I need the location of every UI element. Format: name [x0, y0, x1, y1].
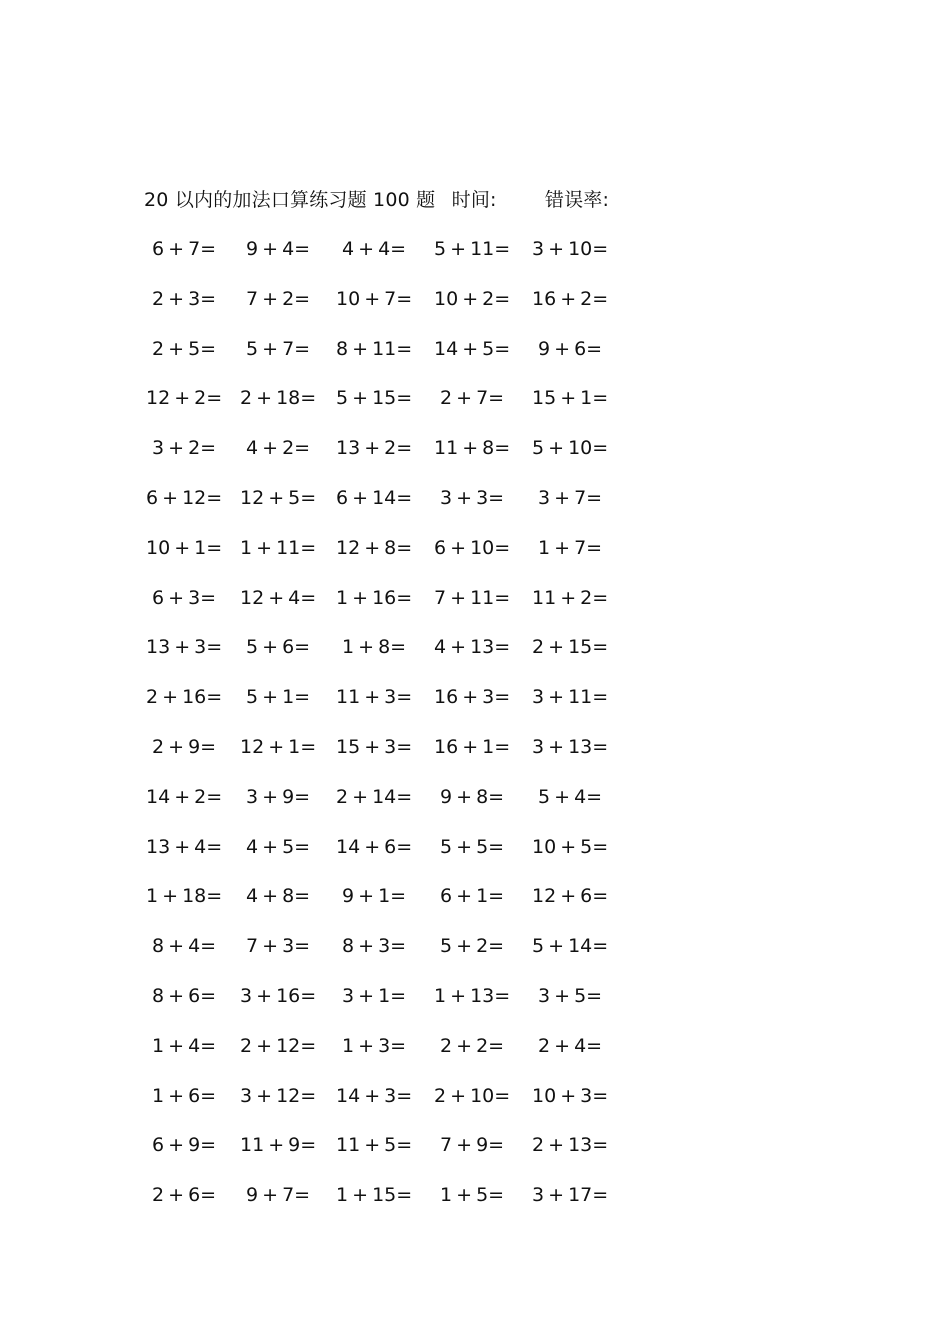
- problem-r19-c3: 11 + 5=: [336, 1134, 413, 1156]
- problem-r8-c5: 11 + 2=: [532, 587, 609, 609]
- problem-r16-c4: 1 + 13=: [434, 985, 511, 1007]
- problem-r5-c3: 13 + 2=: [336, 437, 413, 459]
- problem-r18-c4: 2 + 10=: [434, 1085, 511, 1107]
- problem-r5-c4: 11 + 8=: [434, 437, 511, 459]
- problem-r10-c4: 16 + 3=: [434, 686, 511, 708]
- problem-r15-c3: 8 + 3=: [342, 935, 407, 957]
- problem-r14-c4: 6 + 1=: [440, 885, 505, 907]
- problem-r7-c3: 12 + 8=: [336, 537, 413, 559]
- problem-r20-c5: 3 + 17=: [532, 1184, 609, 1206]
- problem-r20-c1: 2 + 6=: [152, 1184, 217, 1206]
- problem-r1-c1: 6 + 7=: [152, 238, 217, 260]
- problem-r13-c5: 10 + 5=: [532, 836, 609, 858]
- problem-r1-c2: 9 + 4=: [246, 238, 311, 260]
- problem-r12-c4: 9 + 8=: [440, 786, 505, 808]
- problem-r3-c4: 14 + 5=: [434, 338, 511, 360]
- problem-r2-c2: 7 + 2=: [246, 288, 311, 310]
- problem-r9-c3: 1 + 8=: [342, 636, 407, 658]
- problem-r11-c1: 2 + 9=: [152, 736, 217, 758]
- problem-r15-c4: 5 + 2=: [440, 935, 505, 957]
- problem-r2-c5: 16 + 2=: [532, 288, 609, 310]
- problem-r2-c3: 10 + 7=: [336, 288, 413, 310]
- time-label: 时间:: [451, 189, 497, 211]
- problem-r1-c4: 5 + 11=: [434, 238, 511, 260]
- problem-r15-c1: 8 + 4=: [152, 935, 217, 957]
- problem-r6-c2: 12 + 5=: [240, 487, 317, 509]
- problem-r13-c1: 13 + 4=: [146, 836, 223, 858]
- problem-r12-c1: 14 + 2=: [146, 786, 223, 808]
- problem-r9-c4: 4 + 13=: [434, 636, 511, 658]
- problem-r19-c5: 2 + 13=: [532, 1134, 609, 1156]
- problem-r17-c5: 2 + 4=: [538, 1035, 603, 1057]
- problem-r19-c2: 11 + 9=: [240, 1134, 317, 1156]
- problem-r13-c2: 4 + 5=: [246, 836, 311, 858]
- problem-r7-c5: 1 + 7=: [538, 537, 603, 559]
- problem-r17-c2: 2 + 12=: [240, 1035, 317, 1057]
- problem-r14-c5: 12 + 6=: [532, 885, 609, 907]
- problem-r2-c1: 2 + 3=: [152, 288, 217, 310]
- problem-r11-c2: 12 + 1=: [240, 736, 317, 758]
- problem-r17-c4: 2 + 2=: [440, 1035, 505, 1057]
- problem-r3-c2: 5 + 7=: [246, 338, 311, 360]
- problem-r4-c3: 5 + 15=: [336, 387, 413, 409]
- problem-r13-c4: 5 + 5=: [440, 836, 505, 858]
- problem-r16-c1: 8 + 6=: [152, 985, 217, 1007]
- error-rate-label: 错误率:: [544, 189, 610, 211]
- problem-r8-c3: 1 + 16=: [336, 587, 413, 609]
- problem-r16-c3: 3 + 1=: [342, 985, 407, 1007]
- problem-r9-c5: 2 + 15=: [532, 636, 609, 658]
- problem-r4-c2: 2 + 18=: [240, 387, 317, 409]
- problem-r4-c4: 2 + 7=: [440, 387, 505, 409]
- problem-r6-c3: 6 + 14=: [336, 487, 413, 509]
- problem-r6-c1: 6 + 12=: [146, 487, 223, 509]
- worksheet-header: [144, 186, 609, 214]
- problem-r20-c3: 1 + 15=: [336, 1184, 413, 1206]
- problem-r11-c3: 15 + 3=: [336, 736, 413, 758]
- problem-r18-c5: 10 + 3=: [532, 1085, 609, 1107]
- problem-r15-c2: 7 + 3=: [246, 935, 311, 957]
- worksheet-title: 20 以内的加法口算练习题 100 题: [144, 189, 436, 211]
- problem-r13-c3: 14 + 6=: [336, 836, 413, 858]
- problem-r19-c1: 6 + 9=: [152, 1134, 217, 1156]
- problem-r17-c1: 1 + 4=: [152, 1035, 217, 1057]
- problem-r4-c1: 12 + 2=: [146, 387, 223, 409]
- problem-r5-c2: 4 + 2=: [246, 437, 311, 459]
- problem-r8-c2: 12 + 4=: [240, 587, 317, 609]
- problem-r14-c1: 1 + 18=: [146, 885, 223, 907]
- problem-r15-c5: 5 + 14=: [532, 935, 609, 957]
- problem-r10-c1: 2 + 16=: [146, 686, 223, 708]
- problem-r10-c3: 11 + 3=: [336, 686, 413, 708]
- problem-r10-c2: 5 + 1=: [246, 686, 311, 708]
- problem-r19-c4: 7 + 9=: [440, 1134, 505, 1156]
- problem-r7-c4: 6 + 10=: [434, 537, 511, 559]
- problem-r18-c1: 1 + 6=: [152, 1085, 217, 1107]
- problem-r3-c3: 8 + 11=: [336, 338, 413, 360]
- problem-r2-c4: 10 + 2=: [434, 288, 511, 310]
- problem-r4-c5: 15 + 1=: [532, 387, 609, 409]
- problem-r14-c3: 9 + 1=: [342, 885, 407, 907]
- problem-r5-c1: 3 + 2=: [152, 437, 217, 459]
- problem-r16-c5: 3 + 5=: [538, 985, 603, 1007]
- problem-r11-c4: 16 + 1=: [434, 736, 511, 758]
- problem-r12-c5: 5 + 4=: [538, 786, 603, 808]
- problem-r1-c5: 3 + 10=: [532, 238, 609, 260]
- problem-r16-c2: 3 + 16=: [240, 985, 317, 1007]
- problem-r18-c2: 3 + 12=: [240, 1085, 317, 1107]
- problem-r7-c1: 10 + 1=: [146, 537, 223, 559]
- problem-r20-c4: 1 + 5=: [440, 1184, 505, 1206]
- problem-r11-c5: 3 + 13=: [532, 736, 609, 758]
- problem-r8-c4: 7 + 11=: [434, 587, 511, 609]
- problem-r6-c4: 3 + 3=: [440, 487, 505, 509]
- problem-r18-c3: 14 + 3=: [336, 1085, 413, 1107]
- problem-r5-c5: 5 + 10=: [532, 437, 609, 459]
- problem-r17-c3: 1 + 3=: [342, 1035, 407, 1057]
- problem-r3-c5: 9 + 6=: [538, 338, 603, 360]
- problem-r8-c1: 6 + 3=: [152, 587, 217, 609]
- problem-r20-c2: 9 + 7=: [246, 1184, 311, 1206]
- problem-r3-c1: 2 + 5=: [152, 338, 217, 360]
- problem-r9-c2: 5 + 6=: [246, 636, 311, 658]
- problem-r10-c5: 3 + 11=: [532, 686, 609, 708]
- problem-r6-c5: 3 + 7=: [538, 487, 603, 509]
- problem-r1-c3: 4 + 4=: [342, 238, 407, 260]
- problem-r9-c1: 13 + 3=: [146, 636, 223, 658]
- problem-r7-c2: 1 + 11=: [240, 537, 317, 559]
- problem-r12-c3: 2 + 14=: [336, 786, 413, 808]
- problem-r12-c2: 3 + 9=: [246, 786, 311, 808]
- problem-r14-c2: 4 + 8=: [246, 885, 311, 907]
